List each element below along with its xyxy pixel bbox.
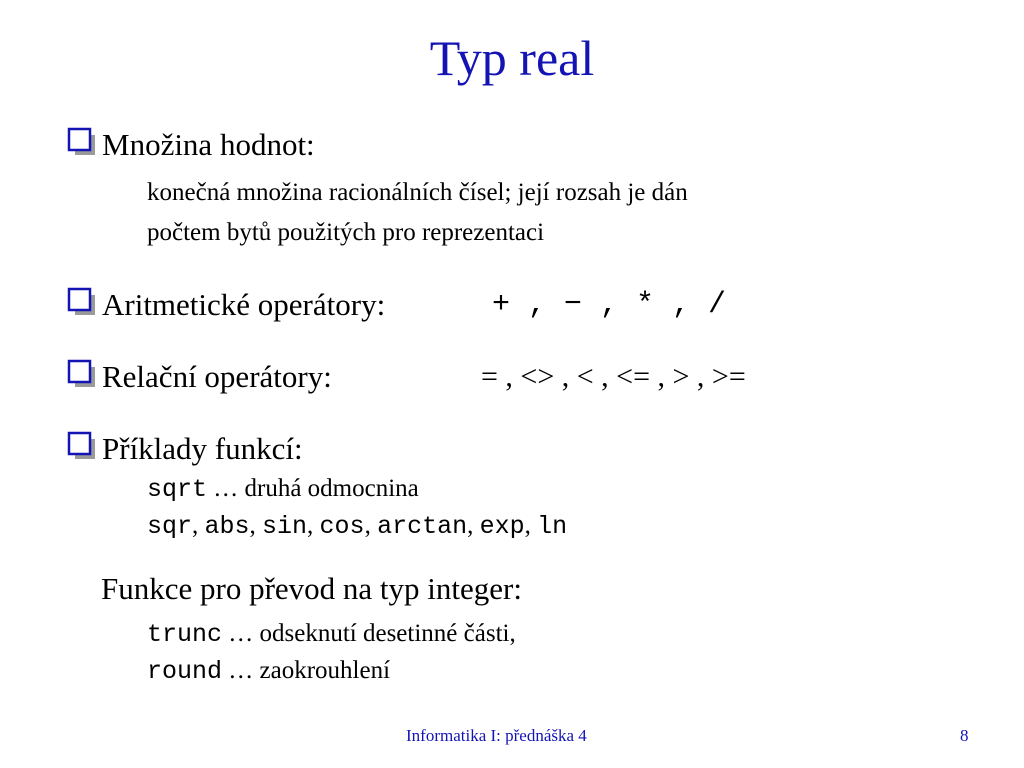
- function-example-sqrt: sqrt … druhá odmocnina: [147, 475, 419, 504]
- function-description: zaokrouhlení: [259, 657, 391, 684]
- footer-course: Informatika I: přednáška 4: [406, 726, 587, 745]
- function-name: abs: [204, 512, 250, 541]
- slide-title: Typ real: [429, 30, 595, 86]
- function-description: druhá odmocnina: [244, 475, 419, 502]
- page-number: 8: [960, 726, 969, 745]
- function-name: exp: [479, 512, 525, 541]
- function-name: cos: [319, 512, 365, 541]
- conversion-heading: Funkce pro převod na typ integer:: [101, 571, 522, 606]
- bullet-aritmeticke-operatory: [62, 284, 385, 324]
- function-name: trunc: [147, 620, 223, 649]
- conversion-trunc: trunc … odseknutí desetinné části,: [147, 620, 516, 649]
- function-name: round: [147, 657, 223, 686]
- function-name: sqrt: [147, 475, 208, 504]
- checkbox-bullet-icon: [62, 124, 102, 164]
- function-name: arctan: [377, 512, 468, 541]
- function-name: sin: [262, 512, 308, 541]
- bullet-relacni-operatory: [62, 356, 332, 396]
- checkbox-bullet-icon: [62, 428, 102, 468]
- detail-line: počtem bytů použitých pro reprezentaci: [147, 219, 545, 246]
- conversion-round: round … zaokrouhlení: [147, 657, 391, 686]
- arithmetic-operators: + , − , * , /: [492, 288, 727, 322]
- relational-operators: = , <> , < , <= , > , >=: [481, 360, 746, 393]
- bullet-label: Množina hodnot:: [102, 126, 315, 162]
- function-name: ln: [537, 512, 568, 541]
- function-name: sqr: [147, 512, 193, 541]
- bullet-mnozina-hodnot: [62, 124, 315, 164]
- checkbox-bullet-icon: [62, 284, 102, 324]
- function-description: odseknutí desetinné části,: [259, 620, 516, 647]
- bullet-label: Příklady funkcí:: [102, 430, 303, 466]
- bullet-label: Relační operátory:: [102, 358, 332, 394]
- bullet-label: Aritmetické operátory:: [102, 286, 386, 322]
- function-list: sqr, abs, sin, cos, arctan, exp, ln: [147, 512, 568, 541]
- detail-line: konečná množina racionálních čísel; její rozsah je dán: [147, 179, 688, 206]
- bullet-priklady-funkci: [62, 428, 303, 468]
- checkbox-bullet-icon: [62, 356, 102, 396]
